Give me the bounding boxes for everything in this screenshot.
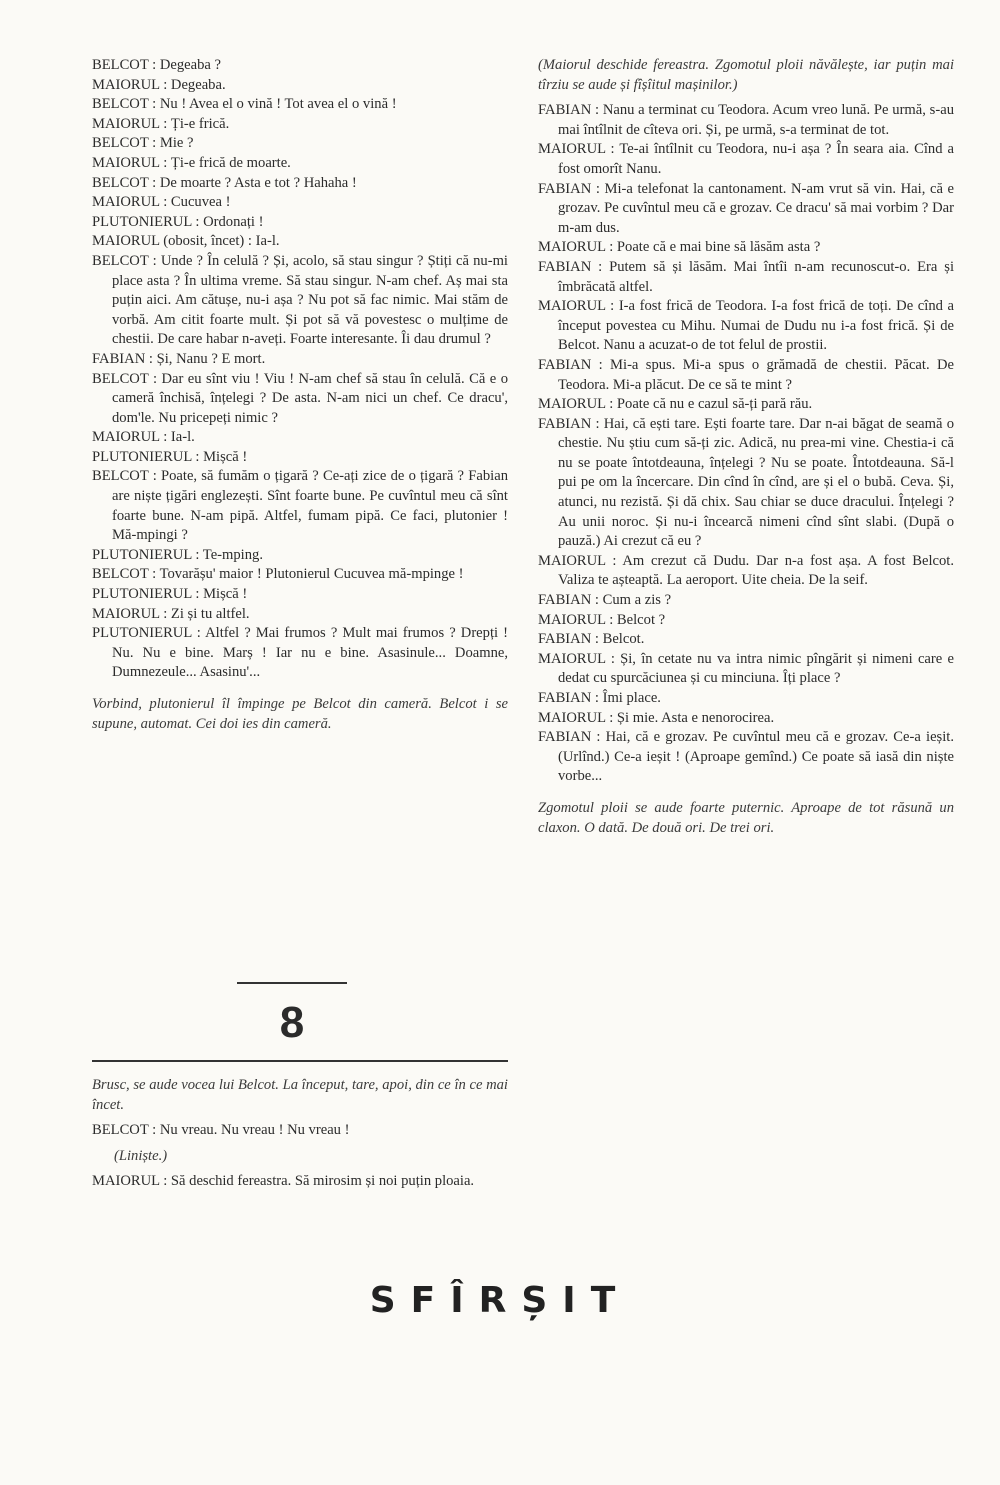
dialogue-line: FABIAN : Hai, că ești tare. Ești foarte tare. Dar n-ai băgat de seamă o chestie. Nu știu cum să-ți zic. Adică, nu prea-mi vine. Chestia-i că nu se poate întotdeauna, înțelegi ? Nu se poate. Întotdeauna. Să-l pui pe om la încercare. Din cînd în cînd, are și el o bubă. Ceva. Și, atunci, nu rezistă. Și dă chix. Sau chiar se duce dracului. Înțelegi ? Au unii noroc. Și nu-i încearcă nimeni cînd sînt slabi. (După o pauză.) Ai crezut că eu ? xyxy=(538,415,954,550)
dialogue-line: BELCOT : Degeaba ? xyxy=(92,57,222,73)
dialogue-line: PLUTONIERUL : Mișcă ! xyxy=(92,448,248,465)
stage-direction: Brusc, se aude vocea lui Belcot. La început, tare, apoi, din ce în ce mai încet. xyxy=(92,1077,508,1113)
dialogue-line: MAIORUL : I-a fost frică de Teodora. I-a fost frică de toți. De cînd a început povestea cu Mihu. Numai de Dudu nu i-a fost frică. Și de Belcot. Nanu a acuzat-o de tot felul de prostii. xyxy=(538,298,954,354)
right-column xyxy=(538,56,954,838)
dialogue-line: BELCOT : Poate, să fumăm o țigară ? Ce-ați zice de o țigară ? Fabian are niște țigări englezești. Sînt foarte bune. Pe cuvîntul meu că sînt foarte bune. N-am pipă. Altfel, fumam pipă. Ce faci, plutonier ! Mă-mpingi ? xyxy=(92,468,508,544)
stage-direction: Zgomotul ploii se aude foarte puternic. Aproape de tot răsună un claxon. O dată. De două ori. De trei ori. xyxy=(538,799,954,836)
dialogue-line: MAIORUL : Degeaba. xyxy=(92,76,226,93)
stage-direction: Vorbind, plutonierul îl împinge pe Belcot din cameră. Belcot i se supune, automat. Cei doi ies din cameră. xyxy=(92,696,508,732)
dialogue-line: BELCOT : Unde ? În celulă ? Și, acolo, să stau singur ? Știți că nu-mi place asta ? În ultima vreme. Să stau singur. N-am chef. Aș mai sta puțin aici. Am cătușe, nu-i așa ? Nu pot să fac nimic. Mai stăm de vorbă. Am citit foarte mult. Și pot să vă povestesc o mulțime de chestii. De care habar n-aveți. Foarte interesante. Îi dau drumul ? xyxy=(92,252,508,348)
dialogue-line: PLUTONIERUL : Altfel ? Mai frumos ? Mult mai frumos ? Drepți ! Nu. Nu e bine. Marș ! Iar nu e bine. Asasinule... Doamne, Dumnezeule... Asasinu'... xyxy=(92,625,508,681)
dialogue-line: FABIAN : Nanu a terminat cu Teodora. Acum vreo lună. Pe urmă, s-au mai întîlnit de cîteva ori. Și, pe urmă, s-a terminat de tot. xyxy=(538,102,954,138)
dialogue-line: FABIAN : Cum a zis ? xyxy=(538,592,672,609)
dialogue-line: MAIORUL : Ți-e frică de moarte. xyxy=(92,154,291,171)
dialogue-line: FABIAN : Putem să și lăsăm. Mai întîi n-am recunoscut-o. Era și îmbrăcată altfel. xyxy=(538,258,954,295)
dialogue-line: MAIORUL : Am crezut că Dudu. Dar n-a fost așa. A fost Belcot. Valiza te așteaptă. La aeroport. Uite cheia. De la seif. xyxy=(538,552,954,589)
dialogue-line: MAIORUL : Poate că nu e cazul să-ți pară rău. xyxy=(538,396,813,413)
dialogue-line: MAIORUL : Poate că e mai bine să lăsăm asta ? xyxy=(538,239,821,256)
dialogue-line: MAIORUL : Te-ai întîlnit cu Teodora, nu-i așa ? În seara aia. Cînd a fost omorît Nanu. xyxy=(538,141,954,177)
stage-direction: (Liniște.) xyxy=(114,1147,168,1164)
dialogue-line: BELCOT : Nu ! Avea el o vină ! Tot avea el o vină ! xyxy=(92,96,397,113)
dialogue-line: BELCOT : Dar eu sînt viu ! Viu ! N-am chef să stau în celulă. Că e o cameră închisă, înțelegi ? De asta. N-am nici un chef. Ce dracu', dom'le. Nu pricepeți nimic ? xyxy=(92,370,508,426)
end-title: SFÎRȘIT xyxy=(369,1280,631,1321)
scene-break xyxy=(92,982,508,1192)
dialogue-line: MAIORUL (obosit, încet) : Ia-l. xyxy=(92,233,280,250)
dialogue-line: FABIAN : Belcot. xyxy=(538,631,645,648)
dialogue-line: FABIAN : Mi-a telefonat la cantonament. N-am vrut să vin. Hai, că e grozav. Pe cuvîntul meu că e grozav. Ce dracu' să mai vorbim ? Dar m-am dus. xyxy=(538,180,954,236)
dialogue-line: MAIORUL : Să deschid fereastra. Să mirosim și noi puțin ploaia. xyxy=(92,1173,475,1190)
dialogue-line: PLUTONIERUL : Mișcă ! xyxy=(92,586,248,603)
dialogue-line: BELCOT : Tovarășu' maior ! Plutonierul Cucuvea mă-mpinge ! xyxy=(92,566,464,583)
dialogue-line: FABIAN : Hai, că e grozav. Pe cuvîntul meu că e grozav. Ce-a ieșit. (Urlînd.) Ce-a ieșit ! (Aproape gemînd.) Ce poate să iasă din niște vorbe... xyxy=(538,729,954,785)
dialogue-line: MAIORUL : Ți-e frică. xyxy=(92,115,230,132)
dialogue-line: FABIAN : Și, Nanu ? E mort. xyxy=(92,350,266,367)
dialogue-line: MAIORUL : Ia-l. xyxy=(92,429,195,446)
dialogue-line: MAIORUL : Și, în cetate nu va intra nimic pîngărit și nimeni care e dedat cu spurcăciunea și cu minciuna. Îți place ? xyxy=(538,650,954,687)
dialogue-line: PLUTONIERUL : Ordonați ! xyxy=(92,213,264,230)
dialogue-line: BELCOT : De moarte ? Asta e tot ? Hahaha ! xyxy=(92,174,357,191)
dialogue-line: PLUTONIERUL : Te-mping. xyxy=(92,546,263,563)
dialogue-line: FABIAN : Îmi place. xyxy=(538,690,661,706)
dialogue-line: MAIORUL : Belcot ? xyxy=(538,611,666,628)
stage-direction: (Maiorul deschide fereastra. Zgomotul ploii năvălește, iar puțin mai tîrziu se aude și fîșîitul mașinilor.) xyxy=(538,57,954,93)
dialogue-line: MAIORUL : Și mie. Asta e nenorocirea. xyxy=(538,709,775,726)
dialogue-line: MAIORUL : Zi și tu altfel. xyxy=(92,605,250,622)
scene-divider-short xyxy=(237,982,347,984)
dialogue-line: BELCOT : Mie ? xyxy=(92,135,194,152)
dialogue-line: FABIAN : Mi-a spus. Mi-a spus o grămadă de chestii. Păcat. De Teodora. Mi-a plăcut. De ce să te mint ? xyxy=(538,356,954,393)
scene-number: 8 xyxy=(279,998,305,1047)
left-column xyxy=(92,56,508,734)
dialogue-line: MAIORUL : Cucuvea ! xyxy=(92,194,231,211)
dialogue-line: BELCOT : Nu vreau. Nu vreau ! Nu vreau ! xyxy=(92,1122,350,1139)
